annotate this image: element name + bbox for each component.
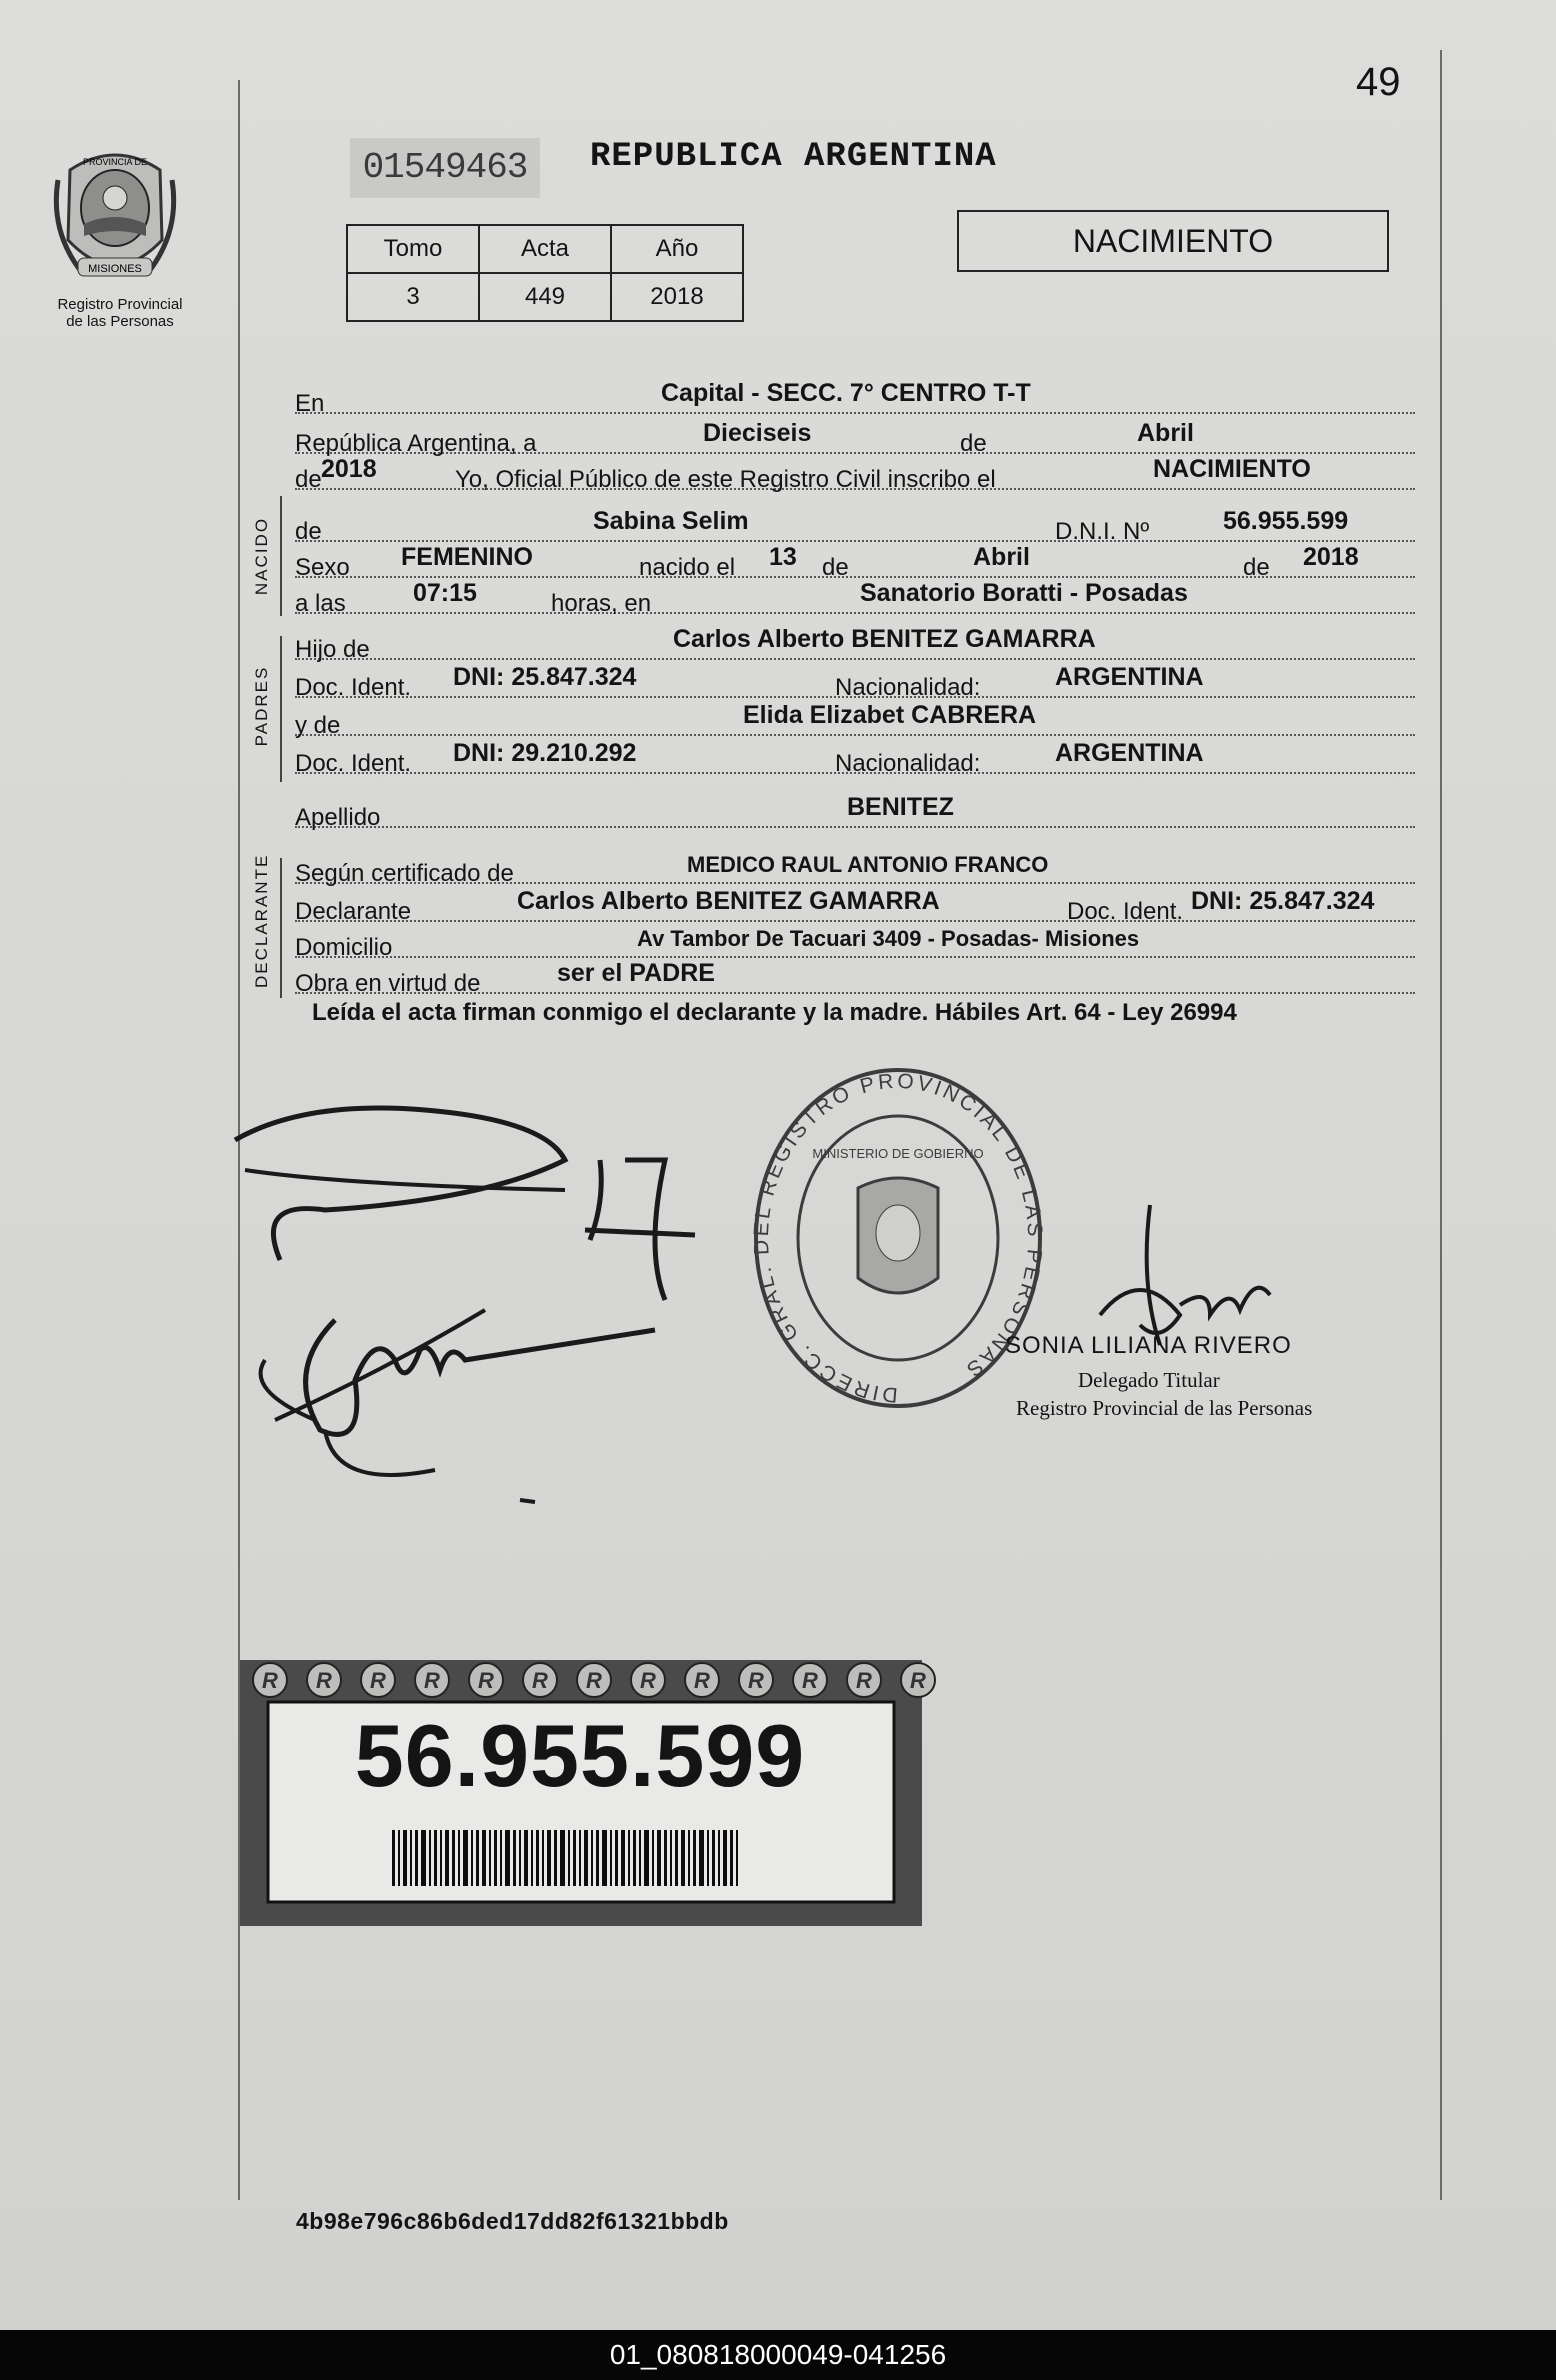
barcode-bar: [602, 1830, 607, 1886]
value-mother-name: Elida Elizabet CABRERA: [743, 701, 1037, 729]
emblem-top-text: PROVINCIA DE: [82, 157, 148, 167]
barcode-bar: [693, 1830, 696, 1886]
emblem-bottom-text: MISIONES: [88, 263, 142, 275]
barcode-bar: [610, 1830, 612, 1886]
value-place: Capital - SECC. 7° CENTRO T-T: [661, 379, 1031, 407]
row-place: [295, 372, 1415, 417]
row-mother-doc: [295, 732, 1415, 777]
issuer-name-line2: de las Personas: [66, 313, 174, 330]
barcode-bar: [440, 1830, 442, 1886]
pattern-letter: R: [910, 1668, 926, 1693]
barcode-bar: [730, 1830, 733, 1886]
label-mother-nationality: Nacionalidad:: [835, 750, 981, 777]
barcode-bar: [681, 1830, 685, 1886]
barcode-bar: [542, 1830, 544, 1886]
barcode-bar: [524, 1830, 528, 1886]
barcode-bar: [596, 1830, 599, 1886]
pattern-letter: R: [802, 1668, 818, 1693]
barcode-bar: [736, 1830, 738, 1886]
row-apellido: [295, 786, 1415, 831]
value-anio: 2018: [611, 273, 743, 321]
issuer-name: [20, 296, 220, 330]
registry-table: [346, 224, 744, 322]
country-title: REPUBLICA ARGENTINA: [590, 138, 997, 176]
label-a-las: a las: [295, 590, 346, 617]
value-birth-month: Abril: [973, 543, 1030, 571]
header-tomo: Tomo: [347, 225, 479, 273]
right-margin-line: [1440, 50, 1442, 2200]
value-event: NACIMIENTO: [1153, 455, 1311, 483]
document-hash: 4b98e796c86b6ded17dd82f61321bbdb: [296, 2208, 729, 2234]
barcode-bar: [568, 1830, 570, 1886]
barcode-bar: [445, 1830, 449, 1886]
label-de-birth-year: de: [1243, 554, 1270, 581]
label-de-birth-month: de: [822, 554, 849, 581]
barcode-bar: [536, 1830, 539, 1886]
barcode-bar: [392, 1830, 395, 1886]
label-apellido: Apellido: [295, 804, 381, 831]
barcode-bar: [639, 1830, 641, 1886]
barcode-bar: [398, 1830, 400, 1886]
label-hijo-de: Hijo de: [295, 636, 370, 663]
barcode-bar: [429, 1830, 431, 1886]
barcode-bar: [513, 1830, 516, 1886]
barcode-bar: [519, 1830, 521, 1886]
page-number: 49: [1356, 60, 1401, 104]
barcode-bar: [573, 1830, 576, 1886]
row-statement: [295, 448, 1415, 493]
value-domicilio: Av Tambor De Tacuari 3409 - Posadas- Misiones: [637, 926, 1140, 951]
row-mother-name: [295, 694, 1415, 739]
pattern-letter: R: [748, 1668, 764, 1693]
label-certificado: Según certificado de: [295, 860, 514, 887]
barcode-bar: [547, 1830, 551, 1886]
barcode-bar: [621, 1830, 625, 1886]
pattern-letter: R: [640, 1668, 656, 1693]
value-child-name: Sabina Selim: [593, 507, 749, 535]
sticker-dni-number: 56.955.599: [354, 1706, 806, 1805]
barcode-bar: [707, 1830, 709, 1886]
barcode-bar: [584, 1830, 588, 1886]
scan-id-footer: 01_080818000049-041256: [0, 2330, 1556, 2380]
row-obra: [295, 952, 1415, 997]
nacido-bracket: [280, 496, 282, 616]
label-sexo: Sexo: [295, 554, 350, 581]
barcode-bar: [434, 1830, 437, 1886]
barcode-bar: [579, 1830, 581, 1886]
label-father-nationality: Nacionalidad:: [835, 674, 981, 701]
declarante-bracket: [280, 858, 282, 998]
barcode-bar: [670, 1830, 672, 1886]
barcode-bar: [476, 1830, 479, 1886]
label-declarante-doc: Doc. Ident.: [1067, 898, 1184, 925]
section-declarante: DECLARANTE: [252, 853, 271, 988]
section-padres: PADRES: [252, 665, 271, 747]
barcode-bar: [591, 1830, 593, 1886]
barcode-bar: [699, 1830, 704, 1886]
value-sexo: FEMENINO: [401, 543, 533, 571]
value-birth-place: Sanatorio Boratti - Posadas: [860, 579, 1188, 607]
value-father-name: Carlos Alberto BENITEZ GAMARRA: [673, 625, 1096, 653]
official-office: Registro Provincial de las Personas: [1016, 1396, 1313, 1420]
padres-bracket: [280, 636, 282, 782]
barcode-bar: [494, 1830, 497, 1886]
row-father-name: [295, 618, 1415, 663]
value-day: Dieciseis: [703, 419, 812, 447]
label-de-year: de: [295, 466, 322, 493]
pattern-letter: R: [532, 1668, 548, 1693]
declarant-signatures: [225, 1090, 725, 1510]
label-y-de: y de: [295, 712, 341, 739]
label-obra: Obra en virtud de: [295, 970, 481, 997]
barcode-bar: [554, 1830, 557, 1886]
pattern-letter: R: [586, 1668, 602, 1693]
barcode-bar: [415, 1830, 418, 1886]
value-father-nationality: ARGENTINA: [1055, 663, 1204, 691]
label-horas-en: horas, en: [551, 590, 652, 617]
label-mother-doc: Doc. Ident.: [295, 750, 412, 777]
pattern-letter: R: [316, 1668, 332, 1693]
barcode-bar: [403, 1830, 407, 1886]
barcode-bar: [664, 1830, 667, 1886]
label-de-name: de: [295, 518, 322, 545]
official-role: Delegado Titular: [1078, 1368, 1220, 1392]
pattern-letter: R: [370, 1668, 386, 1693]
label-declarante: Declarante: [295, 898, 412, 925]
barcode-bar: [463, 1830, 468, 1886]
barcode-bar: [421, 1830, 426, 1886]
value-apellido: BENITEZ: [847, 793, 954, 821]
barcode-bar: [489, 1830, 491, 1886]
value-birth-year: 2018: [1303, 543, 1359, 571]
barcode-bar: [531, 1830, 533, 1886]
barcode-bar: [452, 1830, 455, 1886]
value-mother-doc: DNI: 29.210.292: [453, 739, 637, 767]
registry-table-values: [347, 273, 743, 321]
value-year: 2018: [321, 455, 377, 483]
label-nacido-el: nacido el: [639, 554, 736, 581]
barcode-bar: [410, 1830, 412, 1886]
seal-inner-text: MINISTERIO DE GOBIERNO: [812, 1146, 984, 1161]
registry-table-header: [347, 225, 743, 273]
label-father-doc: Doc. Ident.: [295, 674, 412, 701]
registry-seal-icon: [748, 1058, 1048, 1426]
barcode-bar: [712, 1830, 715, 1886]
barcode-bar: [657, 1830, 661, 1886]
serial-number: 01549463: [350, 138, 540, 198]
barcode-bar: [644, 1830, 649, 1886]
barcode-bar: [560, 1830, 565, 1886]
value-child-dni: 56.955.599: [1223, 507, 1349, 535]
pattern-letter: R: [424, 1668, 440, 1693]
label-dni: D.N.I. Nº: [1055, 518, 1150, 545]
seal-outer-text: DIRECC. GRAL. DEL REGISTRO PROVINCIAL DE LAS PERSONAS: [749, 1069, 1047, 1407]
barcode-bar: [458, 1830, 460, 1886]
issuer-name-line1: Registro Provincial: [57, 296, 183, 313]
label-republica: República Argentina, a: [295, 430, 537, 457]
barcode-bar: [482, 1830, 486, 1886]
barcode-bar: [628, 1830, 630, 1886]
header-anio: Año: [611, 225, 743, 273]
value-time: 07:15: [413, 579, 477, 607]
province-emblem-icon: [50, 140, 180, 290]
pattern-letter: R: [262, 1668, 278, 1693]
header-acta: Acta: [479, 225, 611, 273]
official-name: SONIA LILIANA RIVERO: [1005, 1332, 1292, 1359]
label-de-month: de: [960, 430, 987, 457]
value-acta: 449: [479, 273, 611, 321]
section-nacido: NACIDO: [252, 516, 271, 596]
barcode-bar: [688, 1830, 690, 1886]
value-month: Abril: [1137, 419, 1194, 447]
barcode-bar: [723, 1830, 727, 1886]
pattern-letter: R: [478, 1668, 494, 1693]
value-declarante: Carlos Alberto BENITEZ GAMARRA: [517, 887, 940, 915]
certificate-type: NACIMIENTO: [957, 210, 1389, 272]
barcode-bar: [633, 1830, 636, 1886]
value-declarante-doc: DNI: 25.847.324: [1191, 887, 1375, 915]
statement-text: Yo, Oficial Público de este Registro Civil inscribo el: [455, 466, 996, 493]
pattern-letter: R: [856, 1668, 872, 1693]
row-time-place: [295, 572, 1415, 617]
row-father-doc: [295, 656, 1415, 701]
value-tomo: 3: [347, 273, 479, 321]
barcode-bar: [500, 1830, 502, 1886]
legal-text: Leída el acta firman conmigo el declarante y la madre. Hábiles Art. 64 - Ley 26994: [312, 999, 1237, 1026]
barcode-bar: [505, 1830, 510, 1886]
value-obra: ser el PADRE: [557, 959, 715, 987]
label-en: En: [295, 390, 325, 417]
barcode-bar: [615, 1830, 618, 1886]
row-certificado: [295, 842, 1415, 887]
value-birth-day: 13: [769, 543, 797, 571]
pattern-letter: R: [694, 1668, 710, 1693]
barcode-bar: [675, 1830, 678, 1886]
barcode-bar: [652, 1830, 654, 1886]
value-certificado: MEDICO RAUL ANTONIO FRANCO: [687, 852, 1049, 877]
value-mother-nationality: ARGENTINA: [1055, 739, 1204, 767]
value-father-doc: DNI: 25.847.324: [453, 663, 637, 691]
barcode-bar: [718, 1830, 720, 1886]
barcode-bar: [471, 1830, 473, 1886]
label-domicilio: Domicilio: [295, 934, 393, 961]
